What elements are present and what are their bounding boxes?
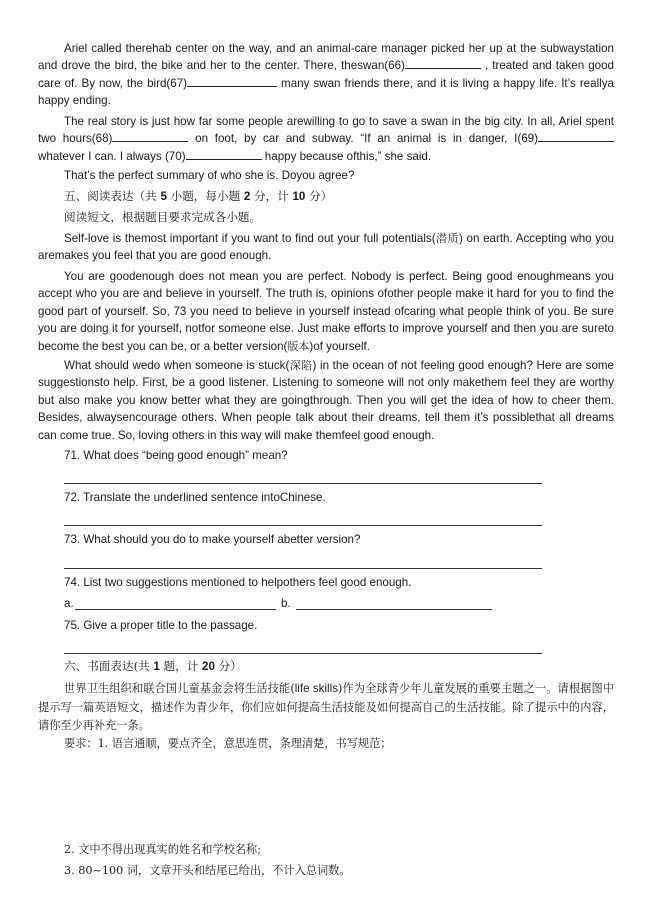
story-paragraph-3: That’s the perfect summary of who she is. Doyou agree?	[64, 169, 355, 182]
requirement-2: 2. 文中不得出现真实的姓名和学校名称;	[64, 843, 262, 856]
question-72: 72. Translate the underlined sentence intoChinese.	[64, 491, 326, 504]
answer-line-73[interactable]	[64, 568, 542, 569]
answer-line-72[interactable]	[64, 525, 542, 526]
requirement-1: 要求：1. 语言通顺，要点齐全，意思连贯，条理清楚，书写规范；	[64, 737, 392, 750]
story-paragraph-2: The real story is just how far some people arewilling to go to save a swan in the big city. In all, Ariel spent two hours(68) on foot, by car and subway. “If an animal is in danger, I(69) whatever I can. I always (70) happy because ofthis,” she said.	[38, 115, 614, 163]
requirement-3: 3. 80~100 词，文章开头和结尾已给出，不计入总词数。	[64, 864, 351, 877]
question-73: 73. What should you do to make yourself abetter version?	[64, 533, 361, 546]
answer-line-74b[interactable]	[296, 609, 492, 610]
story-paragraph-1: Ariel called therehab center on the way, and an animal-care manager picked her up at the subwaystation and drove the bird, the bike and her to the center. There, theswan(66) , treated and taken good care of. By now, the bird(67) many swan friends there, and it is living a happy life. It’s reallya happy ending.	[38, 42, 614, 108]
blank-66[interactable]	[405, 57, 481, 69]
passage-paragraph-2: You are goodenough does not mean you are perfect. Nobody is perfect. Being good enoughmeans you accept who you are and believe in yourself. The truth is, opinions ofother people make it hard for you to find the good part of yourself. So, 73 you need to believe in yourself instead ofcaring what people think of you. Be sure you are doing it for yourself, notfor someone else. Just make efforts to improve yourself and then you are sureto become the best you can be, or a better version(版本)of yourself.	[38, 270, 614, 353]
blank-69[interactable]	[538, 130, 614, 142]
blank-68[interactable]	[112, 130, 188, 142]
blank-67[interactable]	[187, 75, 277, 87]
section-5-instruction: 阅读短文，根据题目要求完成各小题。	[64, 210, 262, 224]
passage-paragraph-1: Self-love is themost important if you want to find out your full potentials(潜质) on earth. Accepting who you aremakes you feel that you are good enough.	[38, 232, 615, 263]
answer-74b-label: b.	[281, 597, 291, 610]
writing-prompt: 世界卫生组织和联合国儿童基金会将生活技能(life skills)作为全球青少年儿童发展的重要主题之一。请根据图中提示写一篇英语短文，描述作为青少年，你们应如何提高生活技能及如何提高自己的生活技能。除了提示中的内容，请你至少再补充一条。	[38, 682, 614, 732]
blank-70[interactable]	[186, 148, 262, 160]
section-5-heading: 五、阅读表达（共 5 小题，每小题 2 分，计 10 分）	[64, 189, 333, 203]
answer-line-75[interactable]	[64, 653, 542, 654]
answer-line-71[interactable]	[64, 483, 542, 484]
answer-74a-label: a.	[64, 597, 74, 610]
question-71: 71. What does “being good enough” mean?	[64, 449, 288, 462]
passage-paragraph-3: What should wedo when someone is stuck(深陷) in the ocean of not feeling good enough? Here are some suggestionsto help. First, be a good listener. Listening to someone will not only makethem feel they are worthy but also make you know better what they are goingthrough. Then you will get the idea of how to cheer them. Besides, alwaysencourage others. When people talk about their dreams, tell them it’s possiblethat all dreams can come true. So, loving others in this way will make themfeel good enough.	[38, 359, 614, 442]
question-75: 75. Give a proper title to the passage.	[64, 619, 258, 632]
answer-line-74a[interactable]	[75, 609, 276, 610]
question-74: 74. List two suggestions mentioned to helpothers feel good enough.	[64, 576, 412, 589]
section-6-heading: 六、书面表达(共 1 题，计 20 分）	[64, 659, 242, 673]
